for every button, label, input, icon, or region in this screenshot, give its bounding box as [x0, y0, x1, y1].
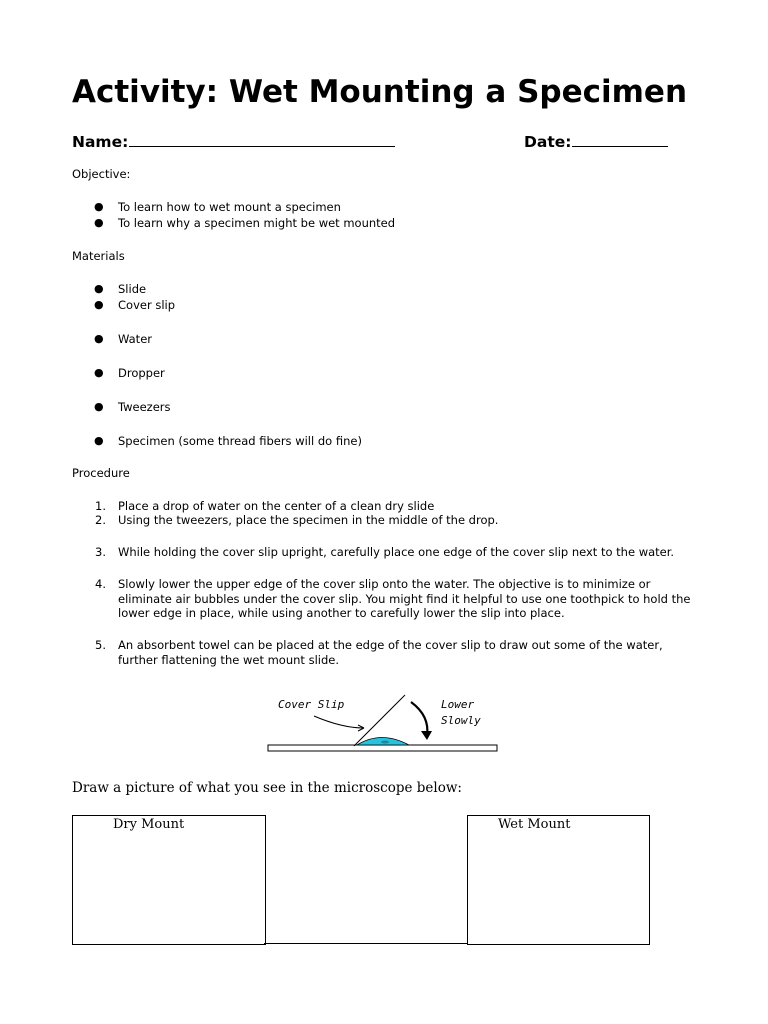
- step-text: While holding the cover slip upright, carefully place one edge of the cover slip next to the water.: [118, 545, 675, 559]
- step-text: eliminate air bubbles under the cover slip. You might find it helpful to use one toothpick to hold the: [118, 592, 691, 606]
- slide-shape: [268, 745, 497, 751]
- dry-mount-label: Dry Mount: [113, 817, 185, 832]
- step-text: Slowly lower the upper edge of the cover slip onto the water. The objective is to minimize or: [118, 577, 651, 591]
- draw-prompt: Draw a picture of what you see in the microscope below:: [72, 780, 462, 796]
- material-item: Dropper: [118, 366, 165, 380]
- specimen-shape: [381, 741, 389, 744]
- name-field[interactable]: [72, 131, 395, 151]
- material-item: Tweezers: [118, 400, 171, 414]
- material-item: Water: [118, 332, 152, 346]
- slowly-label: Slowly: [441, 714, 481, 727]
- bullet-icon: ●: [94, 298, 104, 311]
- step-text: Using the tweezers, place the specimen in the middle of the drop.: [118, 513, 499, 527]
- bullet-icon: ●: [94, 400, 104, 413]
- cover-slip-label: Cover Slip: [278, 698, 345, 711]
- materials-heading: Materials: [72, 249, 125, 263]
- wet-mount-diagram: [264, 690, 504, 756]
- name-blank[interactable]: [129, 131, 395, 147]
- objective-item: To learn why a specimen might be wet mounted: [118, 216, 396, 230]
- step-number: 5.: [95, 638, 106, 652]
- bullet-icon: ●: [94, 366, 104, 379]
- bullet-icon: ●: [94, 216, 104, 229]
- dry-mount-box[interactable]: [72, 815, 266, 945]
- material-item: Specimen (some thread fibers will do fine): [118, 434, 362, 448]
- step-number: 3.: [95, 545, 106, 559]
- page-title: Activity: Wet Mounting a Specimen: [72, 74, 688, 110]
- lower-arrow-icon: [411, 702, 427, 736]
- name-label: Name:: [72, 133, 129, 151]
- wet-mount-box[interactable]: [467, 815, 650, 945]
- step-text: lower edge in place, while using another to carefully lower the slip into place.: [118, 606, 565, 620]
- step-number: 2.: [95, 513, 106, 527]
- objective-item: To learn how to wet mount a specimen: [118, 200, 341, 214]
- step-number: 4.: [95, 577, 106, 591]
- bullet-icon: ●: [94, 434, 104, 447]
- bullet-icon: ●: [94, 200, 104, 213]
- bullet-icon: ●: [94, 282, 104, 295]
- date-label: Date:: [524, 133, 572, 151]
- date-blank[interactable]: [572, 131, 668, 147]
- material-item: Cover slip: [118, 298, 176, 312]
- bullet-icon: ●: [94, 332, 104, 345]
- step-text: further flattening the wet mount slide.: [118, 653, 339, 667]
- date-field[interactable]: [524, 131, 668, 151]
- pointer-arrow-icon: [314, 716, 364, 728]
- middle-gap: [264, 815, 467, 944]
- step-text: An absorbent towel can be placed at the edge of the cover slip to draw out some of the water,: [118, 638, 663, 652]
- step-number: 1.: [95, 499, 106, 513]
- lower-label: Lower: [441, 698, 475, 711]
- material-item: Slide: [118, 282, 147, 296]
- step-text: Place a drop of water on the center of a clean dry slide: [118, 499, 435, 513]
- wet-mount-label: Wet Mount: [498, 817, 571, 832]
- procedure-heading: Procedure: [72, 466, 130, 480]
- objective-heading: Objective:: [72, 167, 131, 181]
